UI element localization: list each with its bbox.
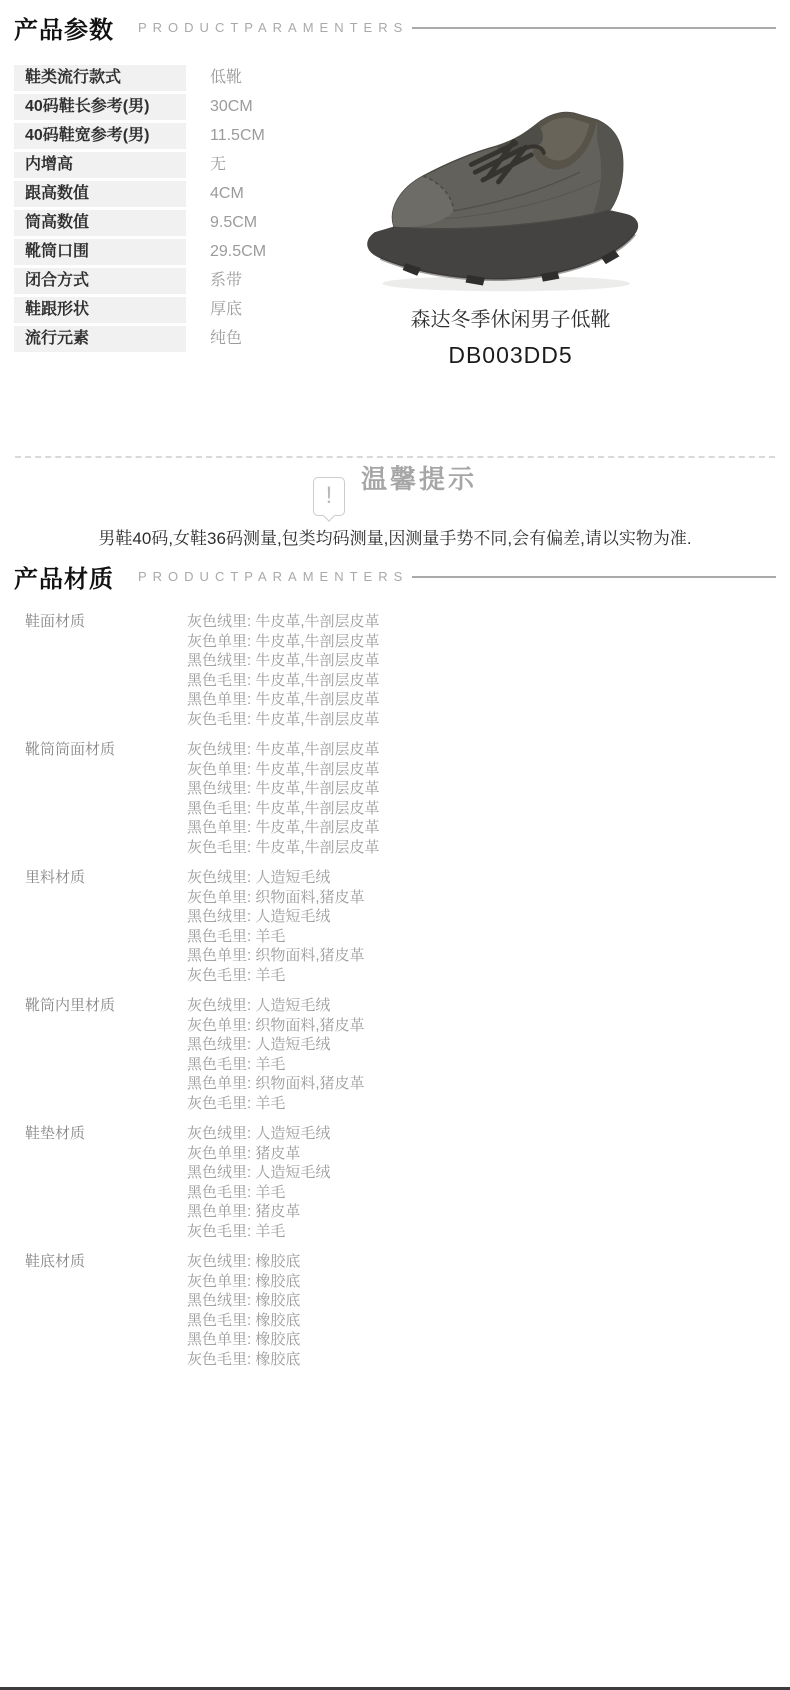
material-group-label: 鞋面材质 [25, 613, 86, 630]
materials-section-title: 产品材质 [14, 566, 114, 593]
product-parameters-section [0, 0, 790, 370]
material-line: 灰色绒里: 人造短毛绒 [187, 1125, 331, 1142]
material-group-label: 靴筒筒面材质 [25, 741, 116, 758]
material-line: 灰色毛里: 羊毛 [187, 966, 286, 984]
material-line: 黑色绒里: 牛皮革,牛剖层皮革 [187, 780, 380, 797]
material-line: 黑色单里: 织物面料,猪皮革 [187, 947, 365, 964]
parameter-value: 低靴 [210, 69, 243, 86]
material-group [0, 740, 790, 857]
material-line: 灰色毛里: 牛皮革,牛剖层皮革 [187, 710, 380, 728]
material-line: 黑色毛里: 羊毛 [187, 1183, 286, 1201]
parameter-label: 鞋类流行款式 [14, 65, 186, 91]
material-group [0, 1124, 790, 1241]
material-group [0, 996, 790, 1113]
material-group [0, 612, 790, 729]
material-line: 黑色绒里: 牛皮革,牛剖层皮革 [187, 652, 380, 669]
material-group-label: 靴筒内里材质 [25, 997, 116, 1014]
material-group-label: 鞋底材质 [25, 1253, 86, 1270]
tips-title: 温馨提示 [360, 464, 477, 494]
params-section-subtitle: PRODUCTPARAMENTERS [138, 20, 409, 35]
material-line: 黑色绒里: 橡胶底 [187, 1292, 301, 1309]
params-section-title: 产品参数 [14, 17, 114, 44]
parameter-value: 4CM [210, 185, 244, 202]
material-group-label: 鞋垫材质 [25, 1125, 86, 1142]
material-line: 黑色单里: 猪皮革 [187, 1203, 301, 1220]
material-line: 黑色毛里: 牛皮革,牛剖层皮革 [187, 671, 380, 689]
exclamation-glyph: ! [325, 482, 333, 509]
material-group-lines [187, 1252, 300, 1369]
material-group-lines [187, 868, 365, 985]
product-figure [338, 65, 683, 369]
material-line: 黑色毛里: 羊毛 [187, 927, 286, 945]
parameter-value: 无 [210, 156, 227, 173]
material-group-lines [187, 612, 380, 729]
parameter-value: 纯色 [210, 330, 243, 347]
parameter-label: 流行元素 [14, 326, 186, 352]
product-code: DB003DD5 [448, 342, 573, 368]
parameter-value: 系带 [210, 272, 243, 289]
material-line: 灰色绒里: 牛皮革,牛剖层皮革 [187, 613, 380, 630]
material-line: 灰色单里: 牛皮革,牛剖层皮革 [187, 760, 380, 778]
product-materials-section [0, 559, 790, 1369]
material-group [0, 868, 790, 985]
material-line: 黑色绒里: 人造短毛绒 [187, 908, 331, 925]
material-line: 灰色绒里: 牛皮革,牛剖层皮革 [187, 741, 380, 758]
material-line: 黑色毛里: 牛皮革,牛剖层皮革 [187, 799, 380, 817]
material-line: 灰色绒里: 人造短毛绒 [187, 869, 331, 886]
parameter-label: 40码鞋长参考(男) [14, 94, 186, 120]
params-body [0, 65, 790, 370]
exclamation-icon [313, 477, 345, 516]
material-line: 灰色毛里: 牛皮革,牛剖层皮革 [187, 838, 380, 856]
material-line: 黑色毛里: 羊毛 [187, 1055, 286, 1073]
parameter-label: 内增高 [14, 152, 186, 178]
params-section-header [0, 10, 790, 45]
materials-section-subtitle: PRODUCTPARAMENTERS [138, 569, 409, 584]
material-line: 灰色绒里: 橡胶底 [187, 1253, 301, 1270]
parameter-value: 9.5CM [210, 214, 258, 231]
dashed-divider [15, 456, 775, 458]
parameter-label: 筒高数值 [14, 210, 186, 236]
parameter-value: 30CM [210, 98, 253, 115]
parameter-value: 厚底 [210, 301, 243, 318]
material-line: 黑色单里: 织物面料,猪皮革 [187, 1075, 365, 1092]
materials-section-header [0, 559, 790, 594]
material-line: 灰色绒里: 人造短毛绒 [187, 997, 331, 1014]
tips-section [0, 464, 790, 549]
shoe-image [346, 91, 676, 299]
parameter-label: 鞋跟形状 [14, 297, 186, 323]
material-line: 黑色毛里: 橡胶底 [187, 1311, 301, 1329]
parameter-label: 靴筒口围 [14, 239, 186, 265]
parameter-value: 29.5CM [210, 243, 267, 260]
tips-header [313, 464, 477, 516]
material-line: 灰色毛里: 羊毛 [187, 1094, 286, 1112]
material-group-lines [187, 996, 365, 1113]
header-rule [412, 27, 776, 29]
material-line: 灰色单里: 橡胶底 [187, 1272, 301, 1290]
material-group [0, 1252, 790, 1369]
material-line: 灰色单里: 织物面料,猪皮革 [187, 888, 365, 906]
header-rule [412, 576, 776, 578]
material-line: 黑色单里: 牛皮革,牛剖层皮革 [187, 691, 380, 708]
material-line: 灰色单里: 牛皮革,牛剖层皮革 [187, 632, 380, 650]
materials-list [0, 612, 790, 1369]
material-line: 黑色绒里: 人造短毛绒 [187, 1164, 331, 1181]
material-line: 灰色单里: 织物面料,猪皮革 [187, 1016, 365, 1034]
material-line: 黑色绒里: 人造短毛绒 [187, 1036, 331, 1053]
material-group-lines [187, 740, 380, 857]
parameter-value: 11.5CM [210, 127, 265, 144]
product-name: 森达冬季休闲男子低靴 [410, 309, 611, 331]
material-line: 灰色单里: 猪皮革 [187, 1144, 301, 1162]
material-group-lines [187, 1124, 330, 1241]
tips-text: 男鞋40码,女鞋36码测量,包类均码测量,因测量手势不同,会有偏差,请以实物为准. [98, 529, 692, 548]
material-line: 灰色毛里: 羊毛 [187, 1222, 286, 1240]
parameter-label: 40码鞋宽参考(男) [14, 123, 186, 149]
material-group-label: 里料材质 [25, 869, 86, 886]
parameter-label: 跟高数值 [14, 181, 186, 207]
material-line: 灰色毛里: 橡胶底 [187, 1350, 301, 1368]
material-line: 黑色单里: 橡胶底 [187, 1331, 301, 1348]
parameter-label: 闭合方式 [14, 268, 186, 294]
material-line: 黑色单里: 牛皮革,牛剖层皮革 [187, 819, 380, 836]
